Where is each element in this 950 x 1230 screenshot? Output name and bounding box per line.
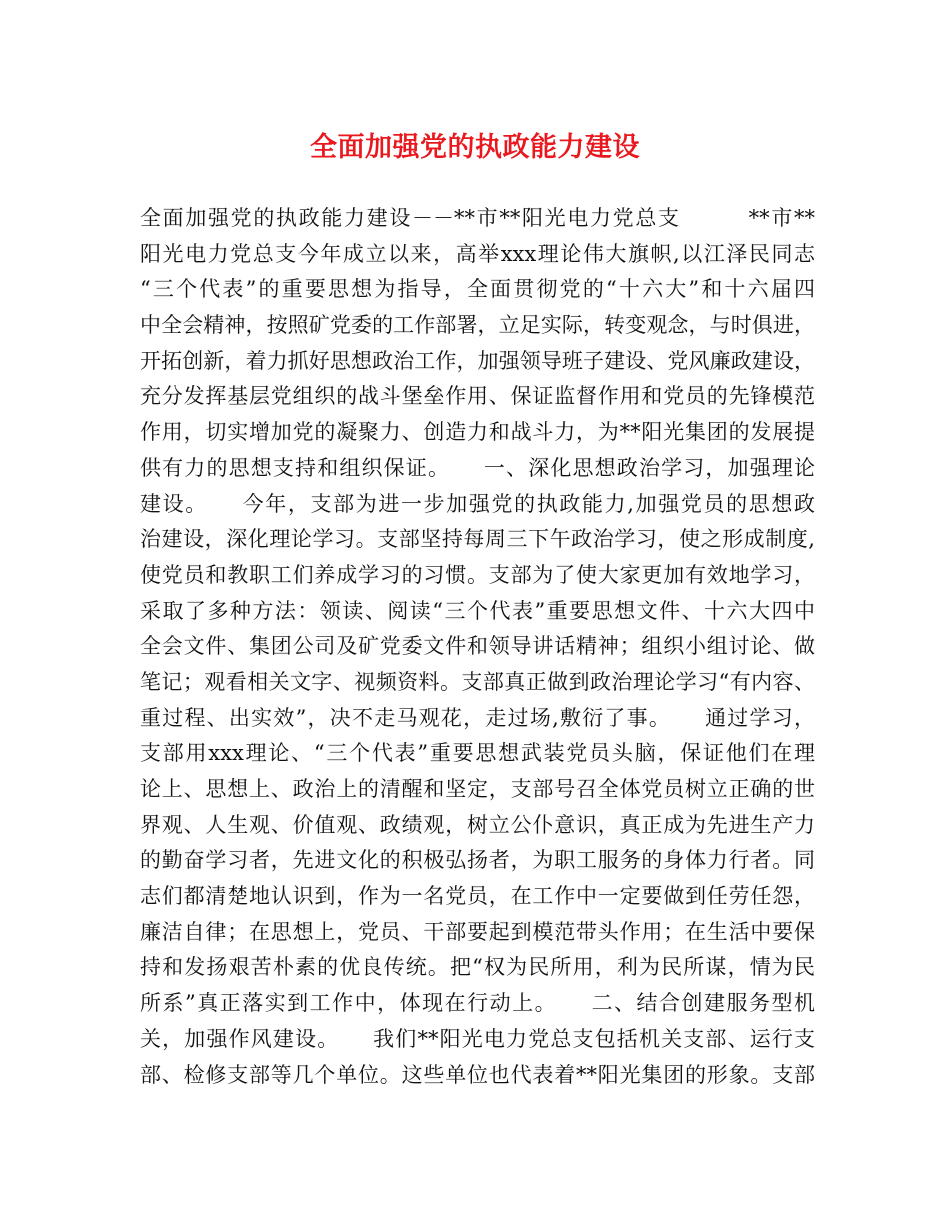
- body-line: 论上、思想上、政治上的清醒和坚定，支部号召全体党员树立正确的世: [140, 777, 815, 801]
- body-line: 采取了多种方法：领读、阅读“三个代表”重要思想文件、十六大四中: [140, 598, 815, 623]
- body-line: 持和发扬艰苦朴素的优良传统。把“权为民所用，利为民所谋，情为民: [140, 955, 815, 980]
- body-line: 志们都清楚地认识到，作为一名党员，在工作中一定要做到任劳任怨，: [140, 884, 815, 909]
- body-line: 全会文件、集团公司及矿党委文件和领导讲话精神；组织小组讨论、做: [140, 634, 815, 659]
- document-title: 全面加强党的执政能力建设: [310, 132, 640, 163]
- body-line: 阳光电力党总支今年成立以来，高举xxx理论伟大旗帜,以江泽民同志: [140, 241, 815, 266]
- body-line: 界观、人生观、价值观、政绩观，树立公仆意识，真正成为先进生产力: [140, 812, 815, 837]
- body-line: 供有力的思想支持和组织保证。 一、深化思想政治学习，加强理论: [140, 455, 815, 480]
- body-line: 的勤奋学习者，先进文化的积极弘扬者，为职工服务的身体力行者。同: [140, 848, 815, 873]
- body-line: 所系”真正落实到工作中，体现在行动上。 二、结合创建服务型机: [140, 991, 815, 1016]
- body-line: 开拓创新，着力抓好思想政治工作，加强领导班子建设、党风廉政建设，: [140, 348, 815, 373]
- body-line: 建设。 今年，支部为进一步加强党的执政能力,加强党员的思想政: [140, 491, 815, 516]
- body-line: 笔记；观看相关文字、视频资料。支部真正做到政治理论学习“有内容、: [140, 669, 815, 694]
- body-line: 治建设，深化理论学习。支部坚持每周三下午政治学习，使之形成制度,: [140, 527, 815, 552]
- body-line: 关，加强作风建设。 我们**阳光电力党总支包括机关支部、运行支: [140, 1026, 815, 1051]
- body-line: 部、检修支部等几个单位。这些单位也代表着**阳光集团的形象。支部: [140, 1062, 815, 1087]
- body-line: 支部用xxx理论、“三个代表”重要思想武装党员头脑，保证他们在理: [140, 741, 815, 766]
- body-line: 作用，切实增加党的凝聚力、创造力和战斗力，为**阳光集团的发展提: [140, 420, 815, 445]
- body-line: 重过程、出实效”，决不走马观花，走过场,敷衍了事。 通过学习，: [140, 705, 815, 730]
- body-line: 廉洁自律；在思想上，党员、干部要起到模范带头作用；在生活中要保: [140, 919, 815, 944]
- body-line: 中全会精神，按照矿党委的工作部署，立足实际，转变观念，与时俱进，: [140, 313, 815, 338]
- document-body: [140, 201, 815, 1093]
- body-line: 充分发挥基层党组织的战斗堡垒作用、保证监督作用和党员的先锋模范: [140, 384, 815, 409]
- body-line: “三个代表”的重要思想为指导，全面贯彻党的“十六大”和十六届四: [140, 277, 815, 302]
- body-line: 全面加强党的执政能力建设－－**市**阳光电力党总支 **市**: [140, 206, 815, 230]
- body-line: 使党员和教职工们养成学习的习惯。支部为了使大家更加有效地学习，: [140, 562, 815, 587]
